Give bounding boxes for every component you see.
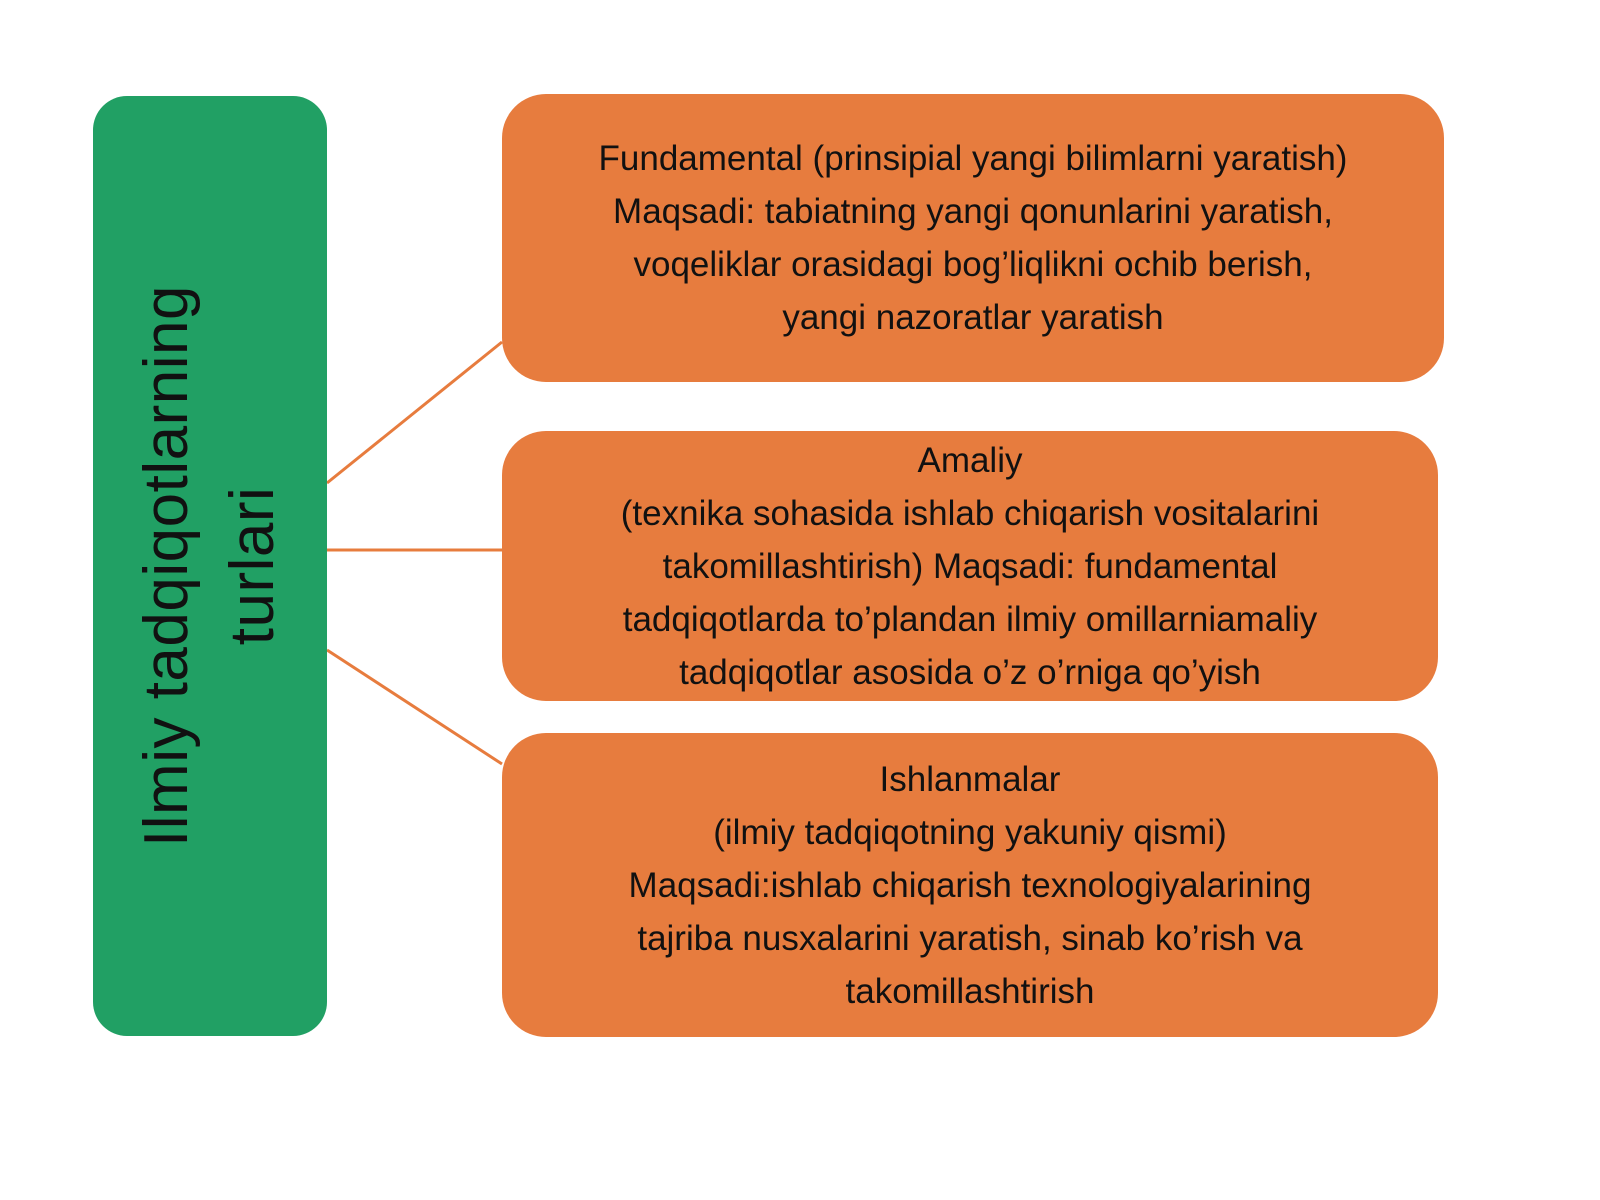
node-ishlanmalar-line: tajriba nusxalarini yaratish, sinab ko’rish va xyxy=(637,918,1303,958)
node-amaliy-line: Amaliy xyxy=(917,440,1023,480)
node-fundamental xyxy=(502,94,1444,382)
node-amaliy-line: takomillashtirish) Maqsadi: fundamental xyxy=(662,546,1278,586)
root-node xyxy=(93,96,327,1036)
connector-root-to-ishlanmalar xyxy=(327,650,502,764)
node-fundamental-line: yangi nazoratlar yaratish xyxy=(782,298,1164,337)
node-fundamental-line: Fundamental (prinsipial yangi bilimlarni yaratish) xyxy=(598,139,1348,178)
node-fundamental-line: Maqsadi: tabiatning yangi qonunlarini yaratish, xyxy=(613,192,1333,231)
node-ishlanmalar-line: (ilmiy tadqiqotning yakuniy qismi) xyxy=(713,812,1227,852)
root-node-label xyxy=(124,116,296,1016)
root-label-line: turlari xyxy=(218,486,287,646)
node-amaliy-line: tadqiqotlarda to’plandan ilmiy omillarniamaliy xyxy=(622,599,1318,639)
node-amaliy xyxy=(502,431,1438,701)
node-amaliy-line: tadqiqotlar asosida o’z o’rniga qo’yish xyxy=(679,652,1261,692)
root-label-line: Ilmiy tadqiqotlarning xyxy=(132,285,201,847)
node-ishlanmalar-line: Maqsadi:ishlab chiqarish texnologiyalarining xyxy=(628,865,1312,905)
node-ishlanmalar-line: Ishlanmalar xyxy=(879,759,1061,799)
node-ishlanmalar-line: takomillashtirish xyxy=(845,971,1095,1011)
connector-root-to-fundamental xyxy=(327,342,502,483)
node-ishlanmalar xyxy=(502,733,1438,1037)
node-fundamental-line: voqeliklar orasidagi bog’liqlikni ochib berish, xyxy=(633,245,1313,284)
node-amaliy-line: (texnika sohasida ishlab chiqarish vositalarini xyxy=(620,493,1320,533)
